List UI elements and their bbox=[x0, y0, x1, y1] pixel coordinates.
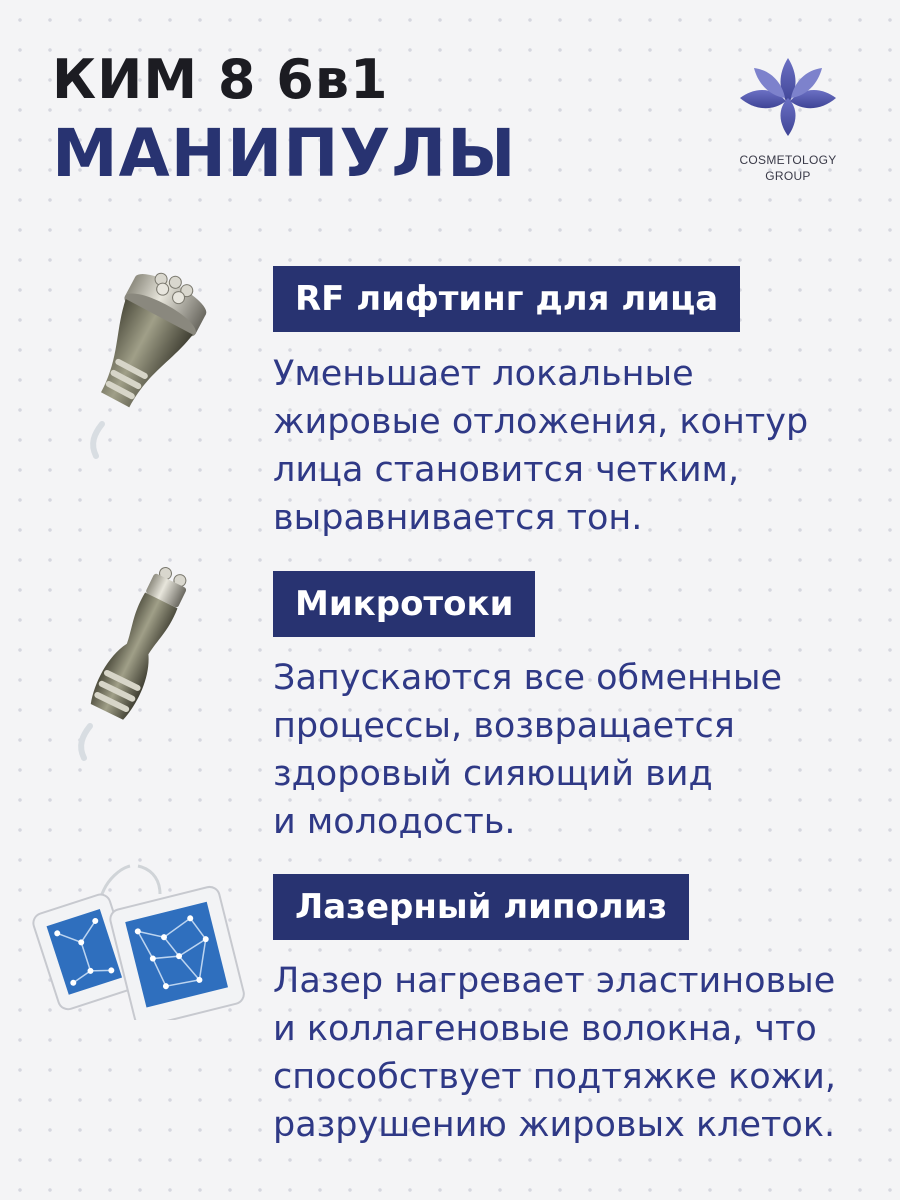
text-line: здоровый сияющий вид bbox=[273, 754, 713, 794]
brand-logo bbox=[728, 56, 848, 184]
section-text-microcurrents bbox=[273, 654, 883, 846]
section-heading-laser-lipolysis: Лазерный липолиз bbox=[273, 874, 689, 940]
page-title-line1: КИМ 8 6в1 bbox=[52, 48, 389, 111]
microcurrent-handpiece-icon bbox=[62, 560, 212, 765]
logo-text-line2: GROUP bbox=[765, 169, 811, 183]
section-heading-microcurrents: Микротоки bbox=[273, 571, 535, 637]
page-title-line2: МАНИПУЛЫ bbox=[52, 115, 517, 192]
rf-lifting-handpiece-icon bbox=[68, 258, 218, 463]
text-line: способствует подтяжке кожи, bbox=[273, 1057, 837, 1097]
section-text-laser-lipolysis bbox=[273, 957, 883, 1149]
text-line: процессы, возвращается bbox=[273, 706, 735, 746]
text-line: выравнивается тон. bbox=[273, 498, 643, 538]
laser-lipolysis-pads-icon bbox=[30, 860, 250, 1020]
text-line: и молодость. bbox=[273, 802, 516, 842]
text-line: Запускаются все обменные bbox=[273, 658, 782, 698]
text-line: Уменьшает локальные bbox=[273, 354, 694, 394]
lotus-logo-icon bbox=[738, 56, 838, 142]
text-line: жировые отложения, контур bbox=[273, 402, 809, 442]
logo-text-line1: COSMETOLOGY bbox=[739, 153, 837, 167]
text-line: разрушению жировых клеток. bbox=[273, 1105, 836, 1145]
text-line: и коллагеновые волокна, что bbox=[273, 1009, 817, 1049]
text-line: Лазер нагревает эластиновые bbox=[273, 961, 836, 1001]
text-line: лица становится четким, bbox=[273, 450, 740, 490]
section-text-rf-lifting bbox=[273, 350, 883, 542]
section-heading-rf-lifting: RF лифтинг для лица bbox=[273, 266, 740, 332]
